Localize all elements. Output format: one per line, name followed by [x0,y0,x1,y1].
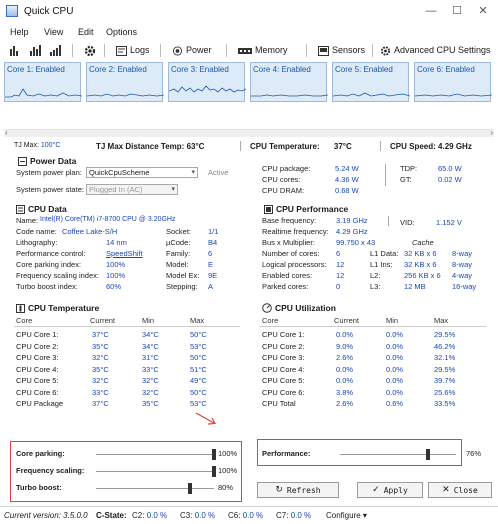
core-status-label: Core 4: Enabled [253,65,311,74]
temp-col-current: Current [90,316,116,325]
core-graph-6[interactable] [414,62,491,102]
cpu-speed-label: CPU Speed: 4.29 GHz [390,142,472,151]
cpu-performance-section [250,202,498,298]
core-graph-1[interactable] [4,62,81,102]
close-label: Close [453,485,478,495]
ucode-value: B4 [208,238,218,247]
turbo-boost-slider-label: Turbo boost: [16,483,62,492]
chevron-down-icon: ▾ [171,186,175,193]
cpu-speed-value: 4.29 GHz [438,142,472,151]
util-col-max: Max [434,316,449,325]
power-plan-dropdown[interactable] [86,167,198,178]
performance-control-label: Performance control: [16,249,86,258]
minimize-button[interactable]: — [425,5,437,17]
stepping-value: A [208,282,214,291]
utilization-row-cell: CPU Core 5: [262,376,305,385]
toolbar-separator [104,44,105,57]
frequency-scaling-slider-label: Frequency scaling: [16,466,85,475]
utilization-row-cell: CPU Core 4: [262,364,305,374]
temperature-row-cell: 31°C [142,353,159,362]
version-label: Current version: 3.5.0.0 [4,511,88,520]
cpu-data-title: CPU Data [16,204,67,214]
tjmax-label: TJ Max: 100°C [14,142,61,149]
ucode-label: µCode: [166,238,191,247]
logical-processors-label: Logical processors: [262,260,327,269]
lithography-label: Lithography: [16,238,58,247]
cpu-dram-value: 0.68 W [335,186,359,195]
core-load-sparkline [5,77,82,101]
cpu-name-value: Intel(R) Core(TM) i7-8700 CPU @ 3.20GHz [40,216,176,223]
core-load-sparkline [333,77,410,101]
enabled-cores-label: Enabled cores: [262,271,313,280]
temperature-row-cell: CPU Core 1: [16,330,59,339]
cache-label: Cache [412,238,434,247]
apply-button[interactable] [357,482,423,498]
core-parking-slider-label: Core parking: [16,449,65,458]
core-parking-slider-thumb[interactable] [212,449,216,460]
utilization-row-cell: 9.0% [336,341,354,351]
l3-label: L3: [370,282,381,291]
menu-edit[interactable]: Edit [78,27,94,37]
core-parking-index-value: 100% [106,260,126,269]
summary-divider [380,141,381,151]
utilization-row-cell: CPU Core 6: [262,387,305,397]
cpu-temperature-title: CPU Temperature [16,303,99,313]
perf-divider [388,216,389,226]
power-state-value: Plugged In (AC) [89,185,143,194]
utilization-row-cell: 0.6% [386,399,404,408]
temperature-row-cell: 32°C [142,387,159,397]
scroll-left-icon[interactable]: ‹ [5,128,8,137]
utilization-row-cell: 25.6% [434,387,456,397]
utilization-row-cell: 0.0% [336,330,354,339]
bar-chart-alt-icon[interactable] [30,43,44,58]
bus-multiplier-value: 99.750 x 43 [336,238,376,247]
stepping-label: Stepping: [166,282,198,291]
bar-chart-rising-icon[interactable] [50,43,64,58]
tjmax-distance-value: 63°C [186,142,205,151]
utilization-row-cell: 0.0% [386,330,404,339]
cstate-label: C-State: [96,511,127,520]
performance-control-link[interactable]: SpeedShift [106,249,143,258]
c6-value: 0.0 % [242,511,264,520]
core-parking-slider-value: 100% [218,449,238,458]
core-status-label: Core 6: Enabled [417,65,475,74]
core-load-sparkline [251,77,328,101]
logs-button[interactable] [116,43,150,58]
performance-slider[interactable] [340,454,456,455]
settings-gear-icon[interactable] [84,43,96,58]
temperature-row-cell: CPU Core 3: [16,353,59,362]
status-bar [0,506,498,524]
model-ex-value: 9E [208,271,218,280]
toolbar-separator [226,44,227,57]
gt-label: GT: [400,175,412,184]
thermometer-icon [16,304,25,313]
toolbar-separator [372,44,373,57]
utilization-row-cell: 32.1% [434,353,456,362]
memory-icon [238,46,252,56]
utilization-row-cell: 46.2% [434,341,456,351]
sensors-label: Sensors [332,45,366,55]
temperature-row-cell: 33°C [92,387,109,397]
advanced-cpu-settings-button[interactable] [380,43,491,58]
cpu-temperature-value: 37°C [333,142,352,151]
annotation-arrow-icon [194,410,220,428]
cpu-chip-icon [380,46,391,56]
core-graphs [4,62,498,104]
title-bar [0,0,498,22]
cpu-name-label: Name: [16,216,39,225]
temperature-row-cell: 32°C [92,353,109,362]
temperature-row-cell: 33°C [142,364,159,374]
l1-data-label: L1 Data: [370,249,399,258]
performance-slider-thumb[interactable] [426,449,430,460]
frequency-scaling-slider-value: 100% [218,466,238,475]
tdp-label: TDP: [400,164,418,173]
version-value: 3.5.0.0 [63,511,88,520]
refresh-label: Refresh [286,485,321,495]
temp-col-max: Max [190,316,205,325]
l1-ins-way: 8-way [452,260,473,269]
frequency-scaling-index-label: Frequency scaling index: [16,271,99,280]
close-button[interactable] [428,482,492,498]
realtime-frequency-value: 4.29 GHz [336,227,368,236]
utilization-row-cell: CPU Total [262,399,296,408]
utilization-gauge-icon [262,303,272,313]
core-load-sparkline [87,77,164,101]
core-parking-index-label: Core parking index: [16,260,82,269]
temperature-row-cell: 51°C [190,364,207,374]
utilization-row-cell: 0.0% [386,387,404,397]
memory-button[interactable] [238,43,288,58]
power-state-dropdown [86,184,178,195]
number-of-cores-value: 6 [336,249,341,258]
turbo-boost-index-value: 60% [106,282,122,291]
temperature-row-cell: 32°C [142,376,159,385]
configure-label: Configure [326,511,361,520]
utilization-row-cell: 0.0% [336,376,354,385]
lithography-value: 14 nm [106,238,127,247]
toolbar-separator [160,44,161,57]
temperature-row-cell: 35°C [92,341,109,351]
temperature-row-cell: 37°C [92,330,109,339]
cpu-performance-icon [264,205,273,214]
base-frequency-label: Base frequency: [262,216,317,225]
power-divider [385,164,386,186]
utilization-row-cell: CPU Core 2: [262,341,305,351]
bar-chart-icon[interactable] [10,43,24,58]
core-load-sparkline [169,77,246,101]
chevron-down-icon: ▾ [191,169,195,176]
util-col-core: Core [262,316,279,325]
enabled-cores-value: 12 [336,271,345,280]
cpu-cores-power-label: CPU cores: [262,175,301,184]
c6-label: C6: 0.0 % [228,511,264,520]
temperature-row-cell: CPU Core 4: [16,364,59,374]
utilization-row-cell: 0.0% [386,364,404,374]
apply-label: Apply [383,485,408,495]
horizontal-scrollbar[interactable] [4,129,494,137]
toolbar-separator [72,44,73,57]
memory-label: Memory [255,45,288,55]
tdp-value: 65.0 W [438,164,462,173]
utilization-row-cell: 0.0% [386,341,404,351]
frequency-scaling-slider-thumb[interactable] [212,466,216,477]
socket-label: Socket: [166,227,192,236]
toolbar-separator [306,44,307,57]
toolbar [0,40,498,60]
menu-options[interactable]: Options [106,27,138,37]
tjmax-distance-label: TJ Max Distance Temp: 63°C [96,142,205,151]
temperature-row-cell: CPU Core 5: [16,376,59,385]
family-value: 6 [208,249,213,258]
close-window-button[interactable]: ✕ [478,5,488,17]
cpu-performance-title: CPU Performance [264,204,348,214]
temperature-row-cell: 53°C [190,399,207,408]
c7-value: 0.0 % [290,511,312,520]
l1-data-way: 8-way [452,249,473,258]
power-data-title: Power Data [18,156,76,166]
model-ex-label: Model Ex: [166,271,200,280]
power-label: Power [186,45,212,55]
l3-value: 12 MB [404,282,426,291]
temperature-row-cell: 35°C [142,399,159,408]
core-status-label: Core 5: Enabled [335,65,393,74]
turbo-boost-slider-value: 80% [218,483,234,492]
temperature-row-cell: 53°C [190,341,207,351]
cpu-cores-power-value: 4.36 W [335,175,359,184]
power-state-label: System power state: [16,185,84,194]
utilization-row-cell: 33.5% [434,399,456,408]
menu-help[interactable]: Help [10,27,29,37]
core-status-label: Core 3: Enabled [171,65,229,74]
core-parking-slider[interactable] [96,454,214,455]
menu-view[interactable]: View [44,27,64,37]
core-graph-3[interactable] [168,62,245,102]
utilization-row-cell: CPU Core 3: [262,353,305,362]
parked-cores-label: Parked cores: [262,282,309,291]
logs-label: Logs [130,45,150,55]
l2-label: L2: [370,271,381,280]
cpu-utilization-section [250,300,498,416]
temperature-row-cell: 34°C [142,330,159,339]
temperature-summary [0,140,498,154]
logical-processors-value: 12 [336,260,345,269]
cpu-dram-label: CPU DRAM: [262,186,305,195]
maximize-button[interactable]: ☐ [452,5,462,17]
performance-slider-value: 76% [466,449,482,458]
c7-label: C7: 0.0 % [276,511,312,520]
temperature-row-cell: 50°C [190,330,207,339]
model-label: Model: [166,260,189,269]
temperature-row-cell: CPU Core 2: [16,341,59,351]
temperature-row-cell: 32°C [92,376,109,385]
core-graph-2[interactable] [86,62,163,102]
base-frequency-value: 3.19 GHz [336,216,368,225]
app-icon [6,5,18,17]
power-plan-active-label: Active [208,168,229,177]
vid-label: VID: [400,218,415,227]
window-title: Quick CPU [24,6,74,17]
utilization-row-cell: 0.0% [386,353,404,362]
turbo-boost-index-label: Turbo boost index: [16,282,78,291]
utilization-row-cell: 29.5% [434,364,456,374]
utilization-row-cell: CPU Core 1: [262,330,305,339]
c2-value: 0.0 % [146,511,168,520]
l3-way: 16-way [452,282,477,291]
l2-value: 256 KB x 6 [404,271,441,280]
core-graph-4[interactable] [250,62,327,102]
temp-col-min: Min [142,316,155,325]
utilization-row-cell: 0.0% [386,376,404,385]
realtime-frequency-label: Realtime frequency: [262,227,329,236]
logs-icon [116,46,127,56]
l1-data-value: 32 KB x 6 [404,249,437,258]
cpu-temperature-label: CPU Temperature: 37°C [250,142,352,151]
power-plan-value: QuickCpuScheme [89,168,150,177]
temp-header-divider [14,326,240,327]
close-icon: ✕ [442,485,450,495]
util-header-divider [260,326,486,327]
temperature-row-cell: 34°C [142,341,159,351]
cpu-package-value: 5.24 W [335,164,359,173]
temperature-row-cell: CPU Core 6: [16,387,59,397]
cpu-package-label: CPU package: [262,164,311,173]
c3-value: 0.0 % [194,511,216,520]
l1-ins-label: L1 Ins: [370,260,393,269]
power-plug-icon [18,157,27,166]
family-label: Family: [166,249,191,258]
utilization-row-cell: 29.5% [434,330,456,339]
temperature-row-cell: 49°C [190,376,207,385]
core-status-label: Core 2: Enabled [89,65,147,74]
code-name-value: Coffee Lake-S/H [62,227,118,236]
c3-label: C3: 0.0 % [180,511,216,520]
frequency-scaling-slider[interactable] [96,471,214,472]
utilization-row-cell: 2.6% [336,353,354,362]
cpu-data-section [0,202,250,298]
temperature-row-cell: 50°C [190,353,207,362]
scroll-right-icon[interactable]: › [490,128,493,137]
power-button[interactable] [172,43,212,58]
bus-multiplier-label: Bus x Multiplier: [262,238,315,247]
core-load-sparkline [415,77,492,101]
check-icon: ✓ [372,485,380,495]
frequency-scaling-index-value: 100% [106,271,126,280]
temp-col-core: Core [16,316,33,325]
utilization-row-cell: 39.7% [434,376,456,385]
util-col-min: Min [386,316,399,325]
tjmax-value: 100°C [40,142,61,149]
summary-divider [240,141,241,151]
number-of-cores-label: Number of cores: [262,249,320,258]
socket-value: 1/1 [208,227,219,236]
temperature-row-cell: 35°C [92,364,109,374]
cpu-utilization-title: CPU Utilization [262,303,336,313]
vid-value: 1.152 V [436,218,462,227]
caret-down-icon: ▾ [362,511,367,520]
turbo-boost-slider-thumb[interactable] [188,483,192,494]
c2-label: C2: 0.0 % [132,511,168,520]
model-value: E [208,260,214,269]
sensors-icon [318,46,329,56]
sensors-button[interactable] [318,43,365,58]
refresh-icon: ↻ [275,485,283,495]
core-status-label: Core 1: Enabled [7,65,65,74]
util-col-current: Current [334,316,360,325]
utilization-row-cell: 0.0% [336,364,354,374]
advanced-cpu-settings-label: Advanced CPU Settings [394,45,491,55]
refresh-button[interactable] [257,482,339,498]
temperature-row-cell: 37°C [92,399,109,408]
l2-way: 4-way [452,271,473,280]
configure-menu[interactable] [326,511,367,520]
power-plan-label: System power plan: [16,168,82,177]
l1-ins-value: 32 KB x 6 [404,260,437,269]
temperature-row-cell: CPU Package [16,399,64,408]
power-icon [172,46,183,56]
cpu-temperature-section [0,300,250,416]
code-name-label: Code name: [16,227,57,236]
utilization-row-cell: 3.8% [336,387,354,397]
performance-slider-label: Performance: [262,449,311,458]
gt-value: 0.02 W [438,175,462,184]
power-data-section [0,154,498,200]
menu-bar [0,24,498,40]
parked-cores-value: 0 [336,282,341,291]
turbo-boost-slider[interactable] [96,488,214,489]
temperature-row-cell: 50°C [190,387,207,397]
cpu-data-icon [16,205,25,214]
core-graph-5[interactable] [332,62,409,102]
utilization-row-cell: 2.6% [336,399,354,408]
